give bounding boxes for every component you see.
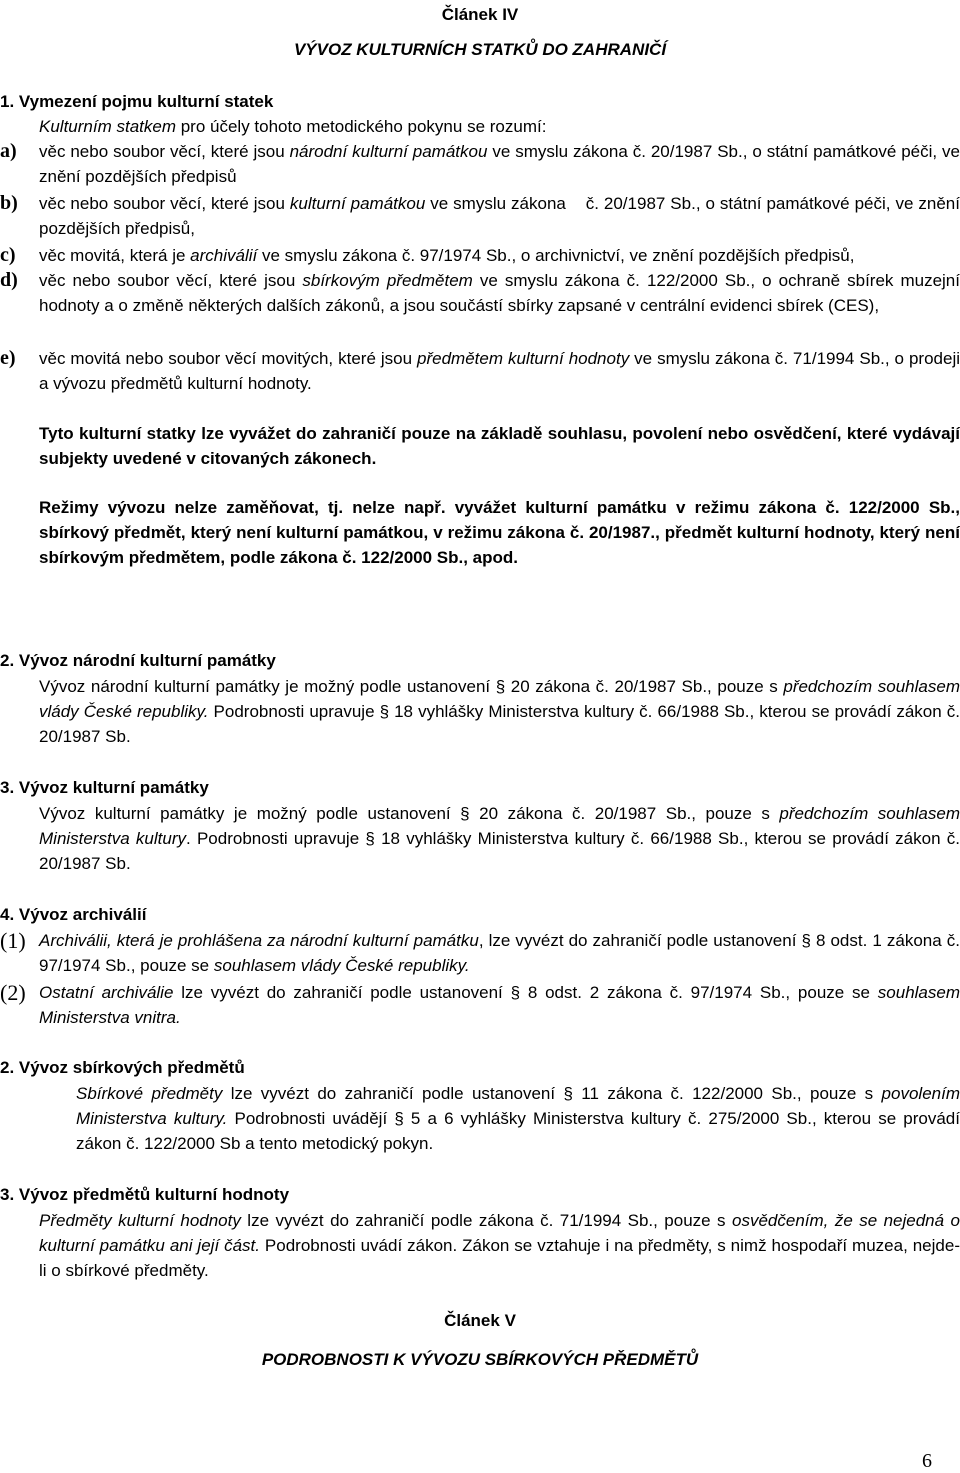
list-marker: e)	[0, 347, 16, 369]
intro-text	[39, 117, 546, 137]
bold-paragraph: Tyto kulturní statky lze vyvážet do zahraničí pouze na základě souhlasu, povolení nebo osvědčení, které vydávají subjekty uvedené v citovaných zákonech.	[39, 424, 960, 468]
section-heading: 3. Vývoz kulturní památky	[0, 778, 209, 797]
section-heading: 2. Vývoz sbírkových předmětů	[0, 1058, 245, 1077]
list-item: věc movitá, která je archiválií ve smyslu zákona č. 97/1974 Sb., o archivnictví, ve znění pozdějších předpisů,	[39, 246, 855, 265]
list-item: věc nebo soubor věcí, které jsou kulturní památkou ve smyslu zákona č. 20/1987 Sb., o státní památkové péči, ve znění pozdějších předpisů,	[39, 194, 960, 238]
article-heading: Článek V	[444, 1311, 516, 1330]
article-heading: Článek IV	[441, 5, 519, 24]
section-paragraph: Sbírkové předměty lze vyvézt do zahraničí podle ustanovení § 11 zákona č. 122/2000 Sb., pouze s povolením Ministerstva kultury. Podrobnosti uvádějí § 5 a 6 vyhlášky Ministerstva kultury č. 275/2000 Sb., kterou se provádí zákon č. 122/2000 Sb a tento metodický pokyn.	[76, 1084, 960, 1153]
chapter-title: VÝVOZ KULTURNÍCH STATKŮ DO ZAHRANIČÍ	[293, 40, 667, 59]
list-marker: b)	[0, 192, 18, 214]
intro-rest: pro účely tohoto metodického pokynu se rozumí:	[176, 117, 547, 136]
list-item: Archiválii, která je prohlášena za národní kulturní památku, lze vyvézt do zahraničí podle ustanovení § 8 odst. 1 zákona č. 97/1974 Sb., pouze se souhlasem vlády České republiky.	[39, 931, 960, 975]
section-paragraph: Předměty kulturní hodnoty lze vyvézt do zahraničí podle zákona č. 71/1994 Sb., pouze s osvědčením, že se nejedná o kulturní památku ani její část. Podrobnosti uvádí zákon. Zákon se vztahuje i na předměty, s nimž hospodaří muzea, nejde-li o sbírkové předměty.	[39, 1211, 960, 1280]
list-marker: (1)	[0, 928, 26, 953]
section-heading: 3. Vývoz předmětů kulturní hodnoty	[0, 1185, 290, 1204]
list-item: věc nebo soubor věcí, které jsou sbírkovým předmětem ve smyslu zákona č. 122/2000 Sb., o ochraně sbírek muzejní hodnoty a o změně některých dalších zákonů, a jsou součástí sbírky zapsané v centrální evidenci sbírek (CES),	[39, 271, 960, 315]
intro-term: Kulturním statkem	[39, 117, 176, 136]
section-paragraph: Vývoz národní kulturní památky je možný podle ustanovení § 20 zákona č. 20/1987 Sb., pouze s předchozím souhlasem vlády České republiky. Podrobnosti upravuje § 18 vyhlášky Ministerstva kultury č. 66/1988 Sb., kterou se provádí zákon č. 20/1987 Sb.	[39, 677, 960, 746]
section-paragraph: Vývoz kulturní památky je možný podle ustanovení § 20 zákona č. 20/1987 Sb., pouze s předchozím souhlasem Ministerstva kultury. Podrobnosti upravuje § 18 vyhlášky Ministerstva kultury č. 66/1988 Sb., kterou se provádí zákon č. 20/1987 Sb.	[39, 804, 960, 873]
section-heading: 2. Vývoz národní kulturní památky	[0, 651, 276, 670]
list-item: věc movitá nebo soubor věcí movitých, které jsou předmětem kulturní hodnoty ve smyslu zákona č. 71/1994 Sb., o prodeji a vývozu předmětů kulturní hodnoty.	[39, 349, 960, 393]
list-item: věc nebo soubor věcí, které jsou národní kulturní památkou ve smyslu zákona č. 20/1987 Sb., o státní památkové péči, ve znění pozdějších předpisů	[39, 142, 960, 186]
list-marker: c)	[0, 244, 16, 266]
bold-paragraph: Režimy vývozu nelze zaměňovat, tj. nelze např. vyvážet kulturní památku v režimu zákona č. 122/2000 Sb., sbírkový předmět, který není kulturní památkou, v režimu zákona č. 20/1987., předmět kulturní hodnoty, který není sbírkovým předmětem, podle zákona č. 122/2000 Sb., apod.	[39, 498, 960, 567]
list-marker: d)	[0, 269, 18, 291]
list-marker: a)	[0, 140, 17, 162]
page-number: 6	[922, 1450, 932, 1472]
chapter-title: PODROBNOSTI K VÝVOZU SBÍRKOVÝCH PŘEDMĚTŮ	[261, 1350, 699, 1369]
list-marker: (2)	[0, 980, 26, 1005]
list-item: Ostatní archiválie lze vyvézt do zahraničí podle ustanovení § 8 odst. 2 zákona č. 97/1974 Sb., pouze se souhlasem Ministerstva vnitra.	[39, 983, 960, 1027]
section-heading: 1. Vymezení pojmu kulturní statek	[0, 92, 274, 111]
section-heading: 4. Vývoz archiválií	[0, 905, 147, 924]
